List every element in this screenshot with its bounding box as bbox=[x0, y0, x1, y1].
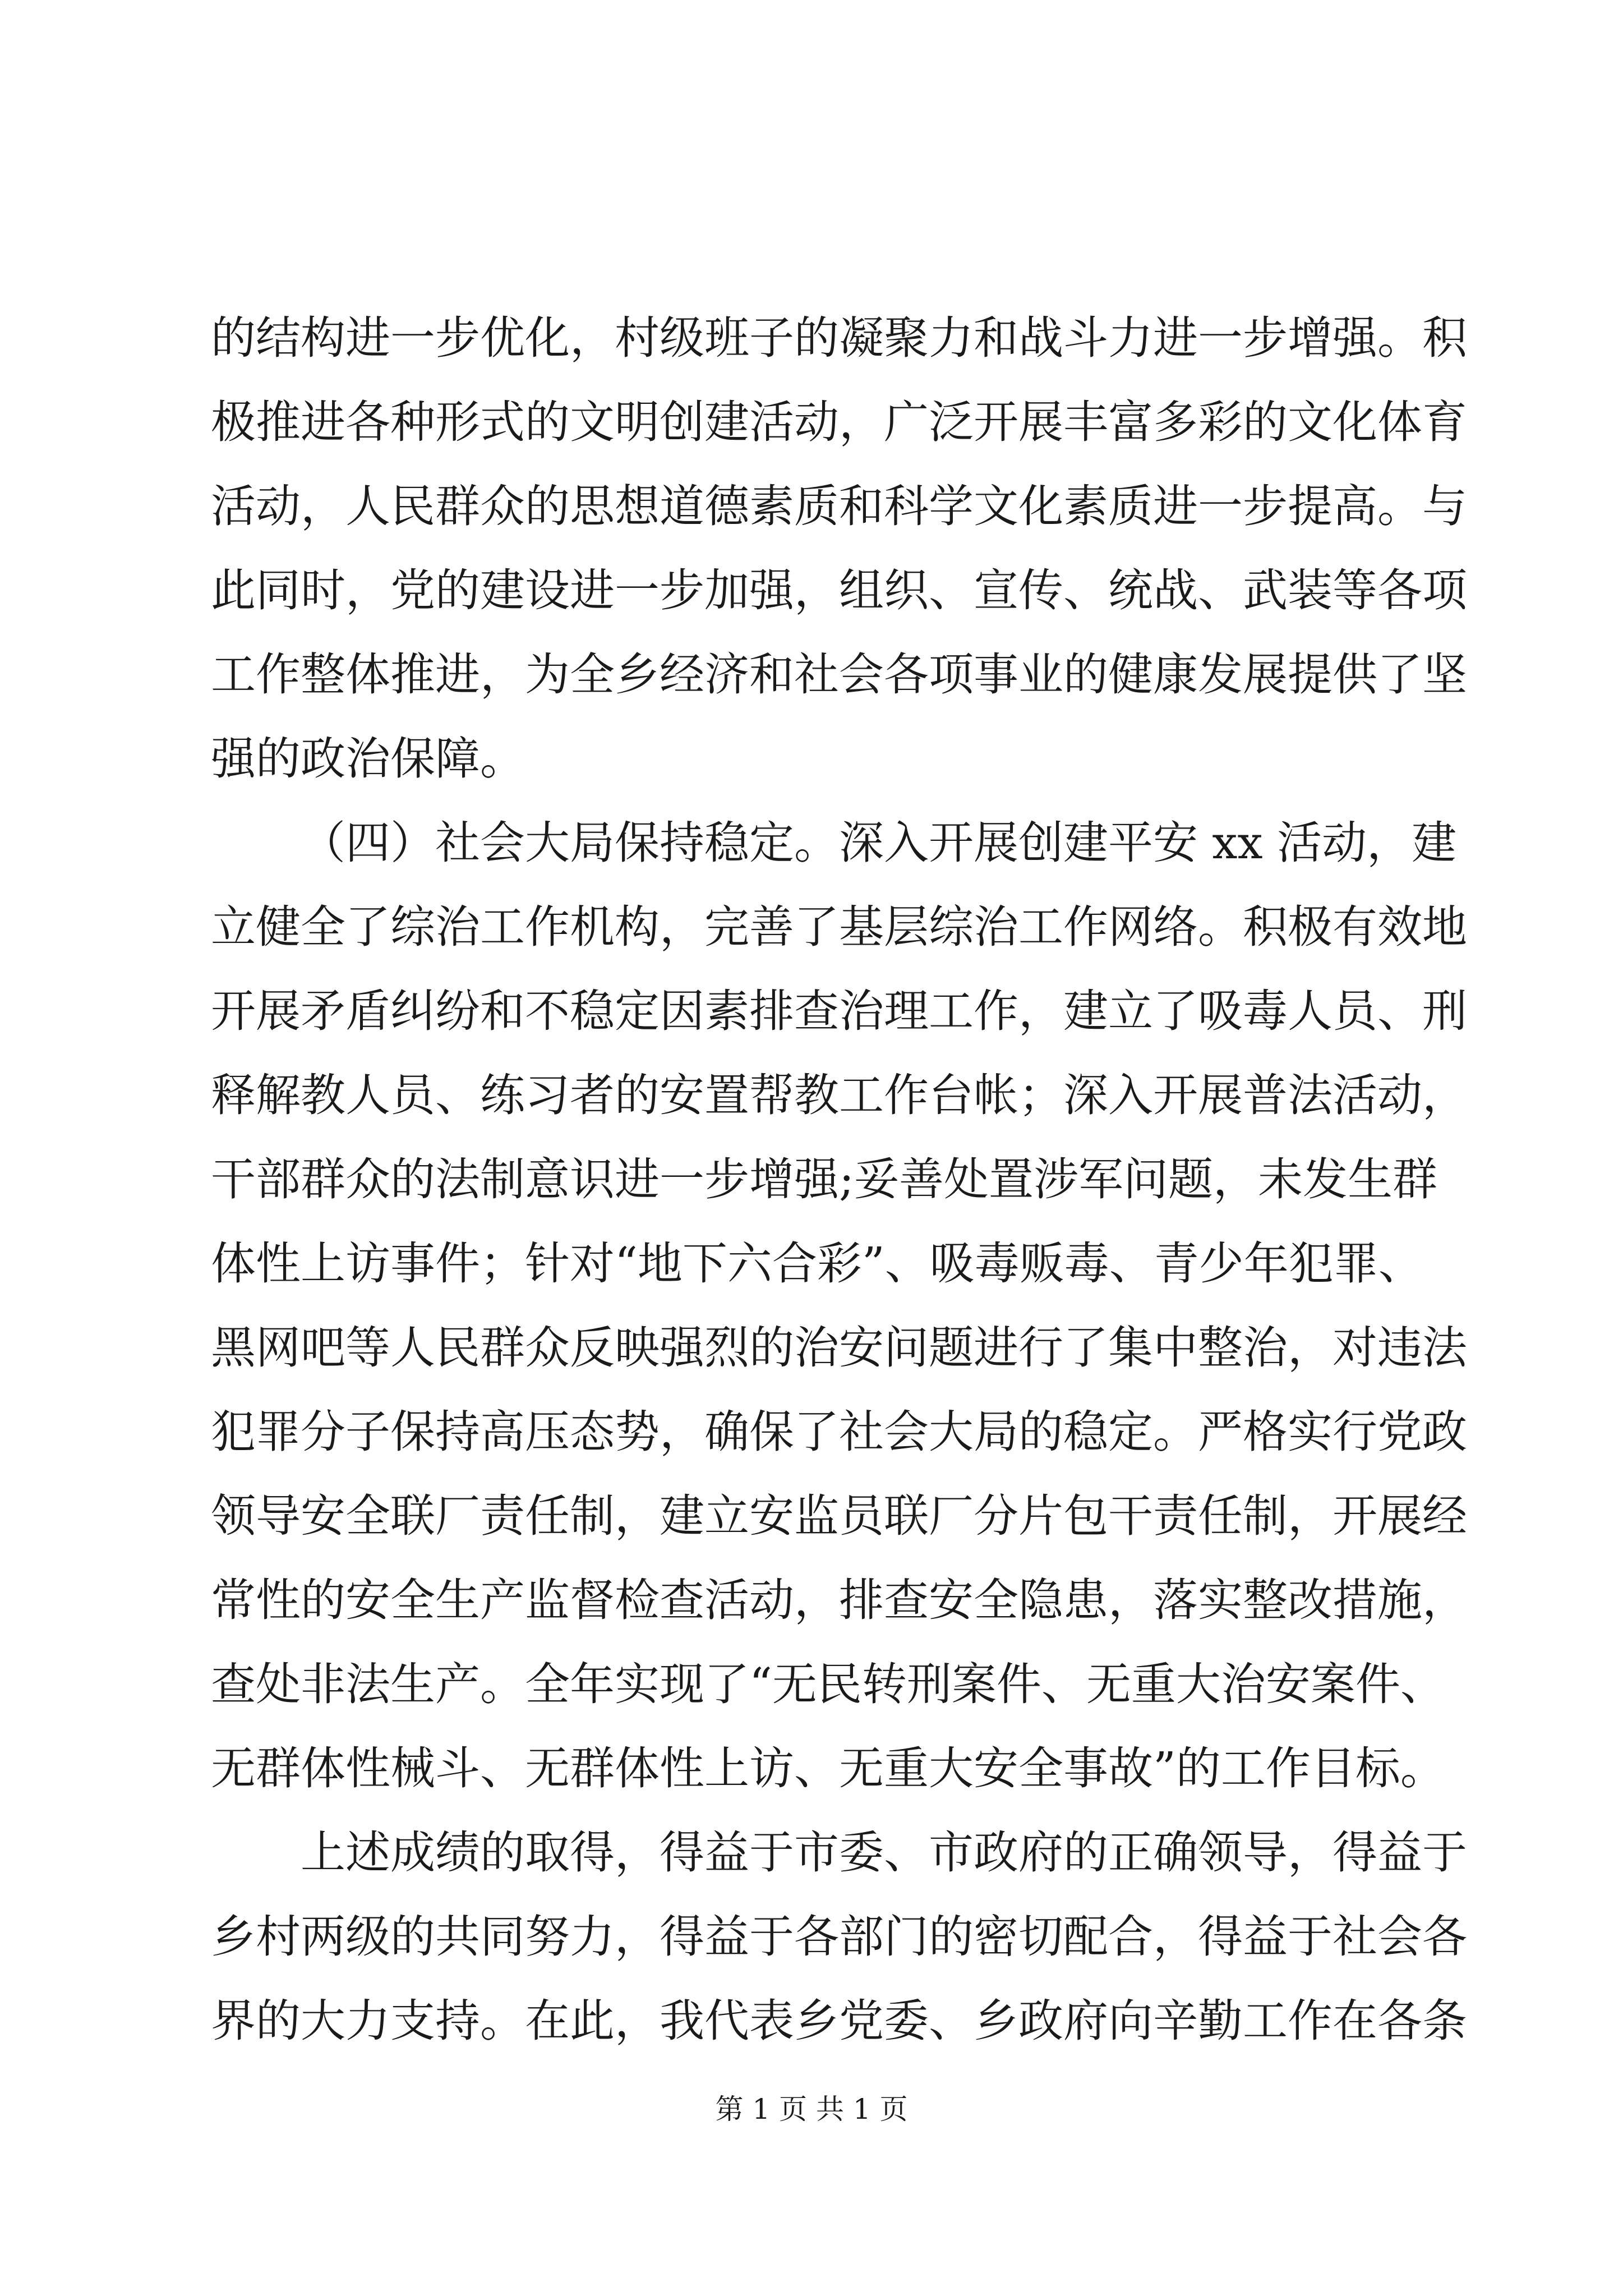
text-line: 立健全了综治工作机构，完善了基层综治工作网络。积极有效地 bbox=[211, 901, 1467, 953]
text-line: 强的政治保障。 bbox=[211, 733, 525, 785]
text-line: 领导安全联厂责任制，建立安监员联厂分片包干责任制，开展经 bbox=[211, 1490, 1467, 1542]
text-line: 干部群众的法制意识进一步增强;妥善处置涉军问题，未发生群 bbox=[211, 1153, 1437, 1205]
text-line: 开展矛盾纠纷和不稳定因素排查治理工作，建立了吸毒人员、刑 bbox=[211, 985, 1467, 1037]
text-line: 工作整体推进，为全乡经济和社会各项事业的健康发展提供了坚 bbox=[211, 648, 1467, 701]
text-line: 的结构进一步优化，村级班子的凝聚力和战斗力进一步增强。积 bbox=[211, 312, 1467, 364]
text-line: 此同时，党的建设进一步加强，组织、宣传、统战、武装等各项 bbox=[211, 564, 1467, 616]
text-line: 界的大力支持。在此，我代表乡党委、乡政府向辛勤工作在各条 bbox=[211, 1995, 1467, 2047]
document-body bbox=[211, 296, 1467, 2063]
text-line: 体性上访事件；针对“地下六合彩”、吸毒贩毒、青少年犯罪、 bbox=[211, 1237, 1423, 1290]
text-line: （四）社会大局保持稳定。深入开展创建平安 xx 活动，建 bbox=[301, 817, 1457, 869]
text-line: 释解教人员、练习者的安置帮教工作台帐；深入开展普法活动， bbox=[211, 1069, 1467, 1121]
text-line: 上述成绩的取得，得益于市委、市政府的正确领导，得益于 bbox=[301, 1826, 1467, 1879]
text-line: 查处非法生产。全年实现了“无民转刑案件、无重大治安案件、 bbox=[211, 1658, 1445, 1710]
text-line: 犯罪分子保持高压态势，确保了社会大局的稳定。严格实行党政 bbox=[211, 1406, 1467, 1458]
text-line: 极推进各种形式的文明创建活动，广泛开展丰富多彩的文化体育 bbox=[211, 396, 1467, 448]
text-line: 无群体性械斗、无群体性上访、无重大安全事故”的工作目标。 bbox=[211, 1742, 1445, 1795]
page-footer: 第 1 页 共 1 页 bbox=[715, 2093, 908, 2125]
text-line: 常性的安全生产监督检查活动，排查安全隐患，落实整改措施， bbox=[211, 1574, 1467, 1626]
text-line: 活动，人民群众的思想道德素质和科学文化素质进一步提高。与 bbox=[211, 480, 1467, 532]
text-line: 乡村两级的共同努力，得益于各部门的密切配合，得益于社会各 bbox=[211, 1911, 1467, 1963]
text-line: 黑网吧等人民群众反映强烈的治安问题进行了集中整治，对违法 bbox=[211, 1322, 1467, 1374]
